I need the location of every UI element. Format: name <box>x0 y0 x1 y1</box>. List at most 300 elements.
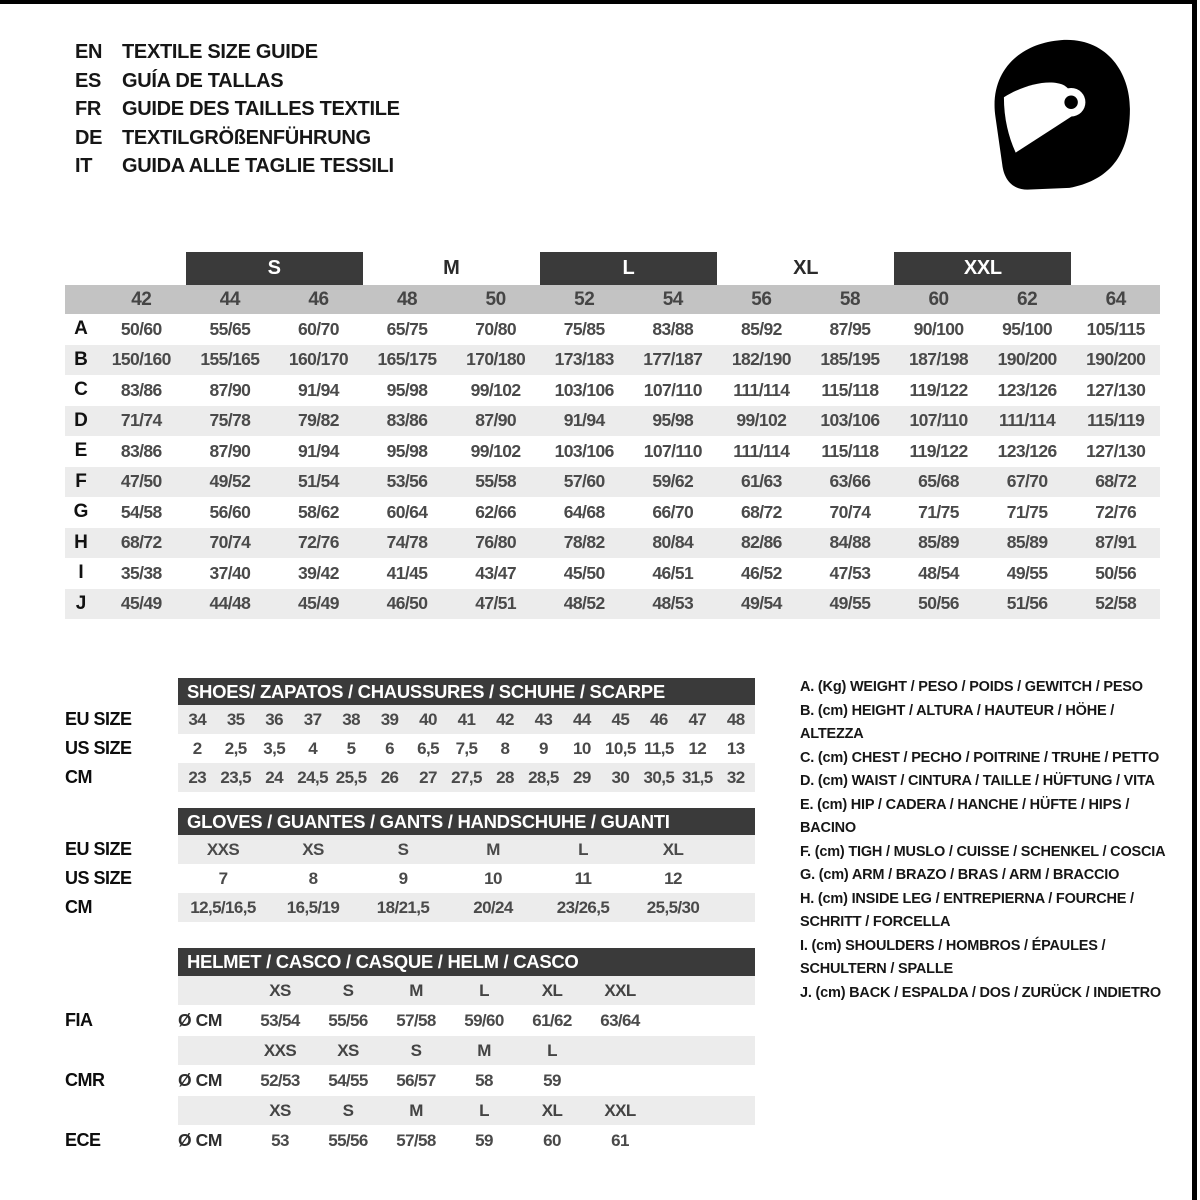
legend-item-i: I. (cm) SHOULDERS / HOMBROS / ÉPAULES / SCHULTERN / SPALLE <box>800 937 1106 977</box>
language-row <box>75 124 400 153</box>
measure-value: 68/72 <box>740 501 782 522</box>
measure-value: 99/102 <box>470 379 521 400</box>
measure-row-B <box>65 345 1160 376</box>
size-value: 23/26,5 <box>556 897 610 917</box>
standard-label: FIA <box>65 1010 93 1030</box>
measure-value: 127/130 <box>1086 440 1146 461</box>
helmet-section <box>65 948 755 1156</box>
helmet-size-value: 58 <box>475 1070 493 1090</box>
measure-value: 155/165 <box>200 349 260 370</box>
size-value: 42 <box>496 709 514 729</box>
measure-row-E <box>65 436 1160 467</box>
row-key: D <box>74 409 88 431</box>
measure-value: 150/160 <box>111 349 171 370</box>
row-label: EU SIZE <box>65 709 132 729</box>
measure-value: 45/49 <box>120 593 162 614</box>
measure-value: 66/70 <box>652 501 694 522</box>
legend-item-b: B. (cm) HEIGHT / ALTURA / HAUTEUR / HÖHE / ALTEZZA <box>800 702 1115 742</box>
row-cells <box>178 1005 755 1036</box>
language-code: DE <box>75 126 103 149</box>
size-value: 45 <box>611 709 630 729</box>
helmet-size-label: L <box>479 1100 489 1120</box>
helmet-size-label: M <box>409 980 423 1000</box>
measure-value: 115/118 <box>821 440 879 461</box>
measure-value: 87/90 <box>475 410 517 431</box>
measure-value: 170/180 <box>466 349 526 370</box>
measure-value: 48/53 <box>652 593 694 614</box>
helmet-sizes-row-ece <box>65 1096 755 1125</box>
measure-value: 123/126 <box>997 440 1057 461</box>
size-value: 11,5 <box>643 738 674 758</box>
size-value: 29 <box>573 767 591 787</box>
row-label: CM <box>65 897 92 917</box>
measure-value: 71/75 <box>1006 501 1048 522</box>
size-label-xl: XL <box>793 257 819 279</box>
filler-cell <box>718 864 755 893</box>
size-value: 46 <box>649 709 668 729</box>
language-row <box>75 38 400 67</box>
size-value: 35 <box>226 709 245 729</box>
measure-value: 47/50 <box>120 471 162 492</box>
measure-value: 68/72 <box>1095 471 1137 492</box>
measure-value: 53/56 <box>386 471 428 492</box>
measure-value: 71/74 <box>120 410 162 431</box>
measure-value: 74/78 <box>386 532 428 553</box>
row-label <box>65 1036 178 1065</box>
measure-value: 95/98 <box>386 440 428 461</box>
measure-value: 83/86 <box>386 410 428 431</box>
legend-item-c: C. (cm) CHEST / PECHO / POITRINE / TRUHE / PETTO <box>800 749 1160 766</box>
row-key: C <box>74 379 88 401</box>
filler-cell <box>718 893 755 922</box>
numeric-size: 56 <box>751 288 772 310</box>
size-value: XS <box>302 839 324 859</box>
measure-row-A <box>65 314 1160 345</box>
row-key: I <box>78 562 84 584</box>
helmet-size-label: L <box>547 1040 557 1060</box>
measure-value: 103/106 <box>820 410 880 431</box>
size-label-l: L <box>540 252 717 285</box>
size-value: 24 <box>265 767 284 787</box>
filler-cell <box>654 1096 755 1125</box>
legend-item-h: H. (cm) INSIDE LEG / ENTREPIERNA / FOURCHE / SCHRITT / FORCELLA <box>800 890 1134 930</box>
helmet-values-row-cmr <box>65 1065 755 1096</box>
measure-value: 84/88 <box>829 532 871 553</box>
size-value: XL <box>662 839 684 859</box>
filler-cell <box>654 1125 755 1156</box>
row-label: EU SIZE <box>65 839 132 859</box>
language-code: ES <box>75 69 102 92</box>
size-value: 48 <box>726 709 745 729</box>
measure-value: 49/52 <box>209 471 251 492</box>
size-row-us-size <box>65 734 755 763</box>
size-value: 44 <box>573 709 591 729</box>
row-cells <box>178 1096 755 1125</box>
right-border-line <box>1192 0 1197 1200</box>
shoes-section <box>65 678 755 792</box>
helmet-size-value: 61 <box>611 1130 629 1150</box>
row-key: G <box>73 501 89 523</box>
row-cells <box>178 1065 755 1096</box>
language-title-list <box>75 38 400 181</box>
size-row-eu-size <box>65 705 755 734</box>
measure-value: 68/72 <box>120 532 162 553</box>
size-value: 10 <box>573 738 591 758</box>
numeric-size: 46 <box>308 288 329 310</box>
helmet-size-label: XS <box>269 1100 291 1120</box>
shoes-section-title: SHOES/ ZAPATOS / CHAUSSURES / SCHUHE / SCARPE <box>178 678 755 705</box>
size-value: 10,5 <box>605 738 636 758</box>
legend-item-j: J. (cm) BACK / ESPALDA / DOS / ZURÜCK / INDIETRO <box>800 984 1161 1001</box>
measure-value: 64/68 <box>563 501 605 522</box>
helmet-size-value: 56/57 <box>396 1070 436 1090</box>
helmet-size-value: 53/54 <box>260 1010 300 1030</box>
measure-value: 190/200 <box>997 349 1057 370</box>
measure-value: 119/122 <box>909 379 968 400</box>
measure-value: 90/100 <box>913 318 964 339</box>
size-row-cm <box>65 893 755 922</box>
row-cells <box>178 1036 755 1065</box>
legend-item-g: G. (cm) ARM / BRAZO / BRAS / ARM / BRACCIO <box>800 867 1120 883</box>
measure-row-G <box>65 497 1160 528</box>
measure-value: 52/58 <box>1095 593 1137 614</box>
size-value: 30,5 <box>643 767 675 787</box>
measure-row-D <box>65 406 1160 437</box>
measure-value: 87/90 <box>209 440 251 461</box>
measure-value: 62/66 <box>475 501 517 522</box>
size-value: 20/24 <box>473 897 513 917</box>
measure-value: 79/82 <box>298 410 339 431</box>
size-value: 25,5 <box>335 767 367 787</box>
size-label-m: M <box>443 257 460 279</box>
measure-value: 182/190 <box>731 349 791 370</box>
measure-row-H <box>65 528 1160 559</box>
measure-value: 48/52 <box>563 593 605 614</box>
measure-value: 50/56 <box>918 593 959 614</box>
measure-value: 91/94 <box>563 410 605 431</box>
numeric-size: 58 <box>839 288 861 310</box>
size-value: 18/21,5 <box>376 897 430 917</box>
size-value: 28 <box>496 767 514 787</box>
unit-slot <box>178 1096 246 1125</box>
measure-value: 44/48 <box>209 593 251 614</box>
measure-value: 91/94 <box>298 440 339 461</box>
filler-cell <box>718 835 755 864</box>
row-key: E <box>74 440 88 462</box>
language-code: IT <box>75 155 93 177</box>
row-label <box>65 976 178 1005</box>
row-label: CM <box>65 767 92 787</box>
row-key: F <box>75 470 87 492</box>
size-row-eu-size <box>65 835 755 864</box>
row-cells <box>178 864 755 893</box>
measure-value: 78/82 <box>563 532 605 553</box>
row-cells <box>178 893 755 922</box>
measure-value: 99/102 <box>736 410 787 431</box>
numeric-size: 62 <box>1017 288 1038 310</box>
size-value: 31,5 <box>681 767 713 787</box>
measure-value: 119/122 <box>909 440 968 461</box>
size-value: L <box>578 839 588 859</box>
measure-value: 99/102 <box>470 440 521 461</box>
standard-label: CMR <box>65 1070 105 1090</box>
language-code: FR <box>75 98 102 120</box>
measure-value: 50/56 <box>1095 562 1137 583</box>
language-code: EN <box>75 41 103 63</box>
size-value: 25,5/30 <box>646 897 700 917</box>
measure-value: 43/47 <box>475 562 517 583</box>
measure-row-F <box>65 467 1160 498</box>
numeric-size: 54 <box>662 288 683 310</box>
legend-item-a: A. (Kg) WEIGHT / PESO / POIDS / GEWITCH / PESO <box>800 679 1143 695</box>
helmet-size-label: M <box>409 1100 423 1120</box>
helmet-section-title: HELMET / CASCO / CASQUE / HELM / CASCO <box>178 948 755 976</box>
measure-value: 87/91 <box>1095 532 1137 553</box>
measure-value: 95/98 <box>652 410 694 431</box>
helmet-size-label: XXL <box>604 980 636 1000</box>
measure-value: 46/51 <box>652 562 694 583</box>
measure-value: 127/130 <box>1086 379 1146 400</box>
filler-cell <box>654 1065 755 1096</box>
size-row-us-size <box>65 864 755 893</box>
size-value: 12 <box>688 738 707 758</box>
helmet-size-label: XXL <box>604 1100 636 1120</box>
size-value: 36 <box>265 709 284 729</box>
size-value: 37 <box>303 709 322 729</box>
helmet-size-label: S <box>342 1100 354 1120</box>
measure-value: 83/86 <box>120 379 162 400</box>
size-value: XXS <box>206 839 240 859</box>
measure-value: 87/95 <box>829 318 871 339</box>
measure-value: 111/114 <box>999 410 1056 431</box>
helmet-size-label: XL <box>541 980 563 1000</box>
size-value: 9 <box>538 738 548 758</box>
measure-value: 72/76 <box>298 532 339 553</box>
measure-value: 111/114 <box>733 440 790 461</box>
size-value: 12,5/16,5 <box>190 897 256 917</box>
row-key: H <box>74 531 88 553</box>
row-cells <box>178 734 755 763</box>
helmet-size-label: XXS <box>263 1040 297 1060</box>
size-value: 6 <box>385 738 394 758</box>
measure-row-C <box>65 375 1160 406</box>
measure-value: 49/54 <box>740 593 782 614</box>
helmet-size-value: 55/56 <box>328 1130 368 1150</box>
helmet-size-value: 52/53 <box>260 1070 300 1090</box>
measure-value: 65/68 <box>918 471 959 492</box>
row-key: J <box>75 592 87 614</box>
measure-value: 59/62 <box>652 471 694 492</box>
helmet-size-value: 59 <box>543 1070 561 1090</box>
numeric-size: 48 <box>396 288 418 310</box>
measure-value: 45/49 <box>298 593 339 614</box>
measure-value: 46/50 <box>386 593 428 614</box>
measure-value: 105/115 <box>1086 318 1145 339</box>
language-title: TEXTILGRÖßENFÜHRUNG <box>122 126 371 149</box>
measure-value: 56/60 <box>209 501 251 522</box>
racing-helmet-icon <box>972 30 1140 198</box>
size-value: 8 <box>308 868 318 888</box>
row-label: US SIZE <box>65 738 132 758</box>
measure-value: 107/110 <box>909 410 968 431</box>
measure-value: 190/200 <box>1086 349 1146 370</box>
helmet-size-label: XS <box>337 1040 359 1060</box>
measure-value: 71/75 <box>918 501 959 522</box>
measure-value: 91/94 <box>298 379 339 400</box>
measure-value: 76/80 <box>475 532 517 553</box>
helmet-size-value: 61/62 <box>532 1010 572 1030</box>
size-value: 11 <box>574 868 592 888</box>
measure-value: 75/78 <box>209 410 251 431</box>
measure-value: 51/56 <box>1006 593 1048 614</box>
language-title: GUÍA DE TALLAS <box>122 69 284 92</box>
size-value: 4 <box>308 738 318 758</box>
measure-value: 61/63 <box>740 471 782 492</box>
size-value: 23,5 <box>220 767 252 787</box>
measure-row-J <box>65 589 1160 620</box>
gloves-section <box>65 808 755 922</box>
measure-value: 85/89 <box>918 532 959 553</box>
helmet-size-label: XL <box>541 1100 563 1120</box>
legend-item-f: F. (cm) TIGH / MUSLO / CUISSE / SCHENKEL / COSCIA <box>800 843 1166 860</box>
diameter-unit: Ø CM <box>178 1010 223 1030</box>
helmet-size-value: 55/56 <box>328 1010 368 1030</box>
language-row <box>75 95 400 124</box>
helmet-size-value: 54/55 <box>328 1070 368 1090</box>
helmet-size-value <box>586 1065 654 1096</box>
size-value: M <box>486 839 500 859</box>
measure-value: 85/89 <box>1006 532 1048 553</box>
diameter-unit: Ø CM <box>178 1070 223 1090</box>
measure-value: 173/183 <box>554 349 614 370</box>
numeric-size: 52 <box>574 288 595 310</box>
row-cells <box>178 763 755 792</box>
helmet-size-value: 53 <box>271 1130 289 1150</box>
language-row <box>75 67 400 96</box>
measure-value: 54/58 <box>120 501 162 522</box>
size-value: 12 <box>664 868 682 888</box>
filler-cell <box>654 1005 755 1036</box>
row-cells <box>178 976 755 1005</box>
size-value: 32 <box>726 767 745 787</box>
size-label-row <box>65 252 1160 285</box>
numeric-size-row <box>65 285 1160 314</box>
helmet-size-label: S <box>410 1040 422 1060</box>
unit-slot <box>178 976 246 1005</box>
size-value: 43 <box>534 709 553 729</box>
size-value: 34 <box>188 709 207 729</box>
measure-value: 65/75 <box>386 318 428 339</box>
size-value: 24,5 <box>297 767 328 787</box>
measure-value: 49/55 <box>829 593 871 614</box>
row-key: A <box>74 318 88 340</box>
measure-value: 83/86 <box>120 440 162 461</box>
unit-slot <box>178 1036 246 1065</box>
size-value: 38 <box>342 709 360 729</box>
helmet-values-row-ece <box>65 1125 755 1156</box>
numeric-size: 60 <box>928 288 949 310</box>
size-label-xxl: XXL <box>894 252 1071 285</box>
language-row <box>75 152 400 181</box>
textile-size-table <box>65 252 1160 619</box>
measure-value: 115/119 <box>1087 410 1145 431</box>
helmet-sizes-row-cmr <box>65 1036 755 1065</box>
size-value: 2 <box>192 738 202 758</box>
measurement-rows <box>65 314 1160 619</box>
size-value: 7 <box>218 868 228 888</box>
row-cells <box>178 835 755 864</box>
measure-value: 50/60 <box>120 318 162 339</box>
helmet-size-value: 57/58 <box>396 1010 436 1030</box>
measure-value: 187/198 <box>909 349 969 370</box>
language-title: GUIDA ALLE TAGLIE TESSILI <box>122 155 394 177</box>
measure-value: 60/64 <box>386 501 428 522</box>
helmet-size-label: M <box>477 1040 491 1060</box>
size-value: 5 <box>346 738 356 758</box>
size-value: 13 <box>726 738 745 758</box>
measure-value: 63/66 <box>829 471 871 492</box>
standard-label: ECE <box>65 1130 101 1150</box>
measure-value: 45/50 <box>563 562 605 583</box>
measure-value: 80/84 <box>652 532 694 553</box>
measure-row-I <box>65 558 1160 589</box>
size-value: S <box>397 839 409 859</box>
measure-value: 107/110 <box>643 379 702 400</box>
numeric-size: 64 <box>1105 288 1126 310</box>
measure-value: 70/74 <box>829 501 871 522</box>
size-value: 2,5 <box>224 738 247 758</box>
size-value: 16,5/19 <box>286 897 340 917</box>
row-cells <box>178 1125 755 1156</box>
row-cells <box>178 705 755 734</box>
measurement-legend <box>800 676 1172 1005</box>
legend-item-e: E. (cm) HIP / CADERA / HANCHE / HÜFTE / HIPS / BACINO <box>800 796 1130 836</box>
corner-cell <box>65 285 97 314</box>
measure-value: 57/60 <box>563 471 605 492</box>
measure-value: 47/51 <box>475 593 517 614</box>
helmet-size-label: S <box>342 980 354 1000</box>
size-value: 28,5 <box>528 767 559 787</box>
size-value: 6,5 <box>417 738 439 758</box>
measure-value: 75/85 <box>563 318 605 339</box>
measure-value: 55/65 <box>209 318 251 339</box>
measure-value: 55/58 <box>475 471 517 492</box>
measure-value: 165/175 <box>377 349 437 370</box>
gloves-section-title: GLOVES / GUANTES / GANTS / HANDSCHUHE / GUANTI <box>178 808 755 835</box>
measure-value: 115/118 <box>821 379 879 400</box>
measure-value: 103/106 <box>554 440 614 461</box>
helmet-size-value: 59/60 <box>464 1010 504 1030</box>
measure-value: 58/62 <box>298 501 339 522</box>
diameter-unit: Ø CM <box>178 1130 223 1150</box>
measure-value: 70/74 <box>209 532 251 553</box>
helmet-sizes-row-fia <box>65 976 755 1005</box>
size-value: 27 <box>419 767 437 787</box>
measure-value: 185/195 <box>820 349 880 370</box>
measure-value: 70/80 <box>475 318 517 339</box>
measure-value: 103/106 <box>554 379 614 400</box>
measure-value: 111/114 <box>733 379 790 400</box>
size-value: 8 <box>500 738 510 758</box>
measure-value: 95/100 <box>1002 318 1053 339</box>
size-value: 10 <box>484 868 502 888</box>
measure-value: 72/76 <box>1095 501 1137 522</box>
measure-value: 82/86 <box>740 532 782 553</box>
language-title: GUIDE DES TAILLES TEXTILE <box>122 98 400 120</box>
size-value: 27,5 <box>451 767 482 787</box>
size-value: 23 <box>188 767 207 787</box>
measure-value: 39/42 <box>298 562 339 583</box>
